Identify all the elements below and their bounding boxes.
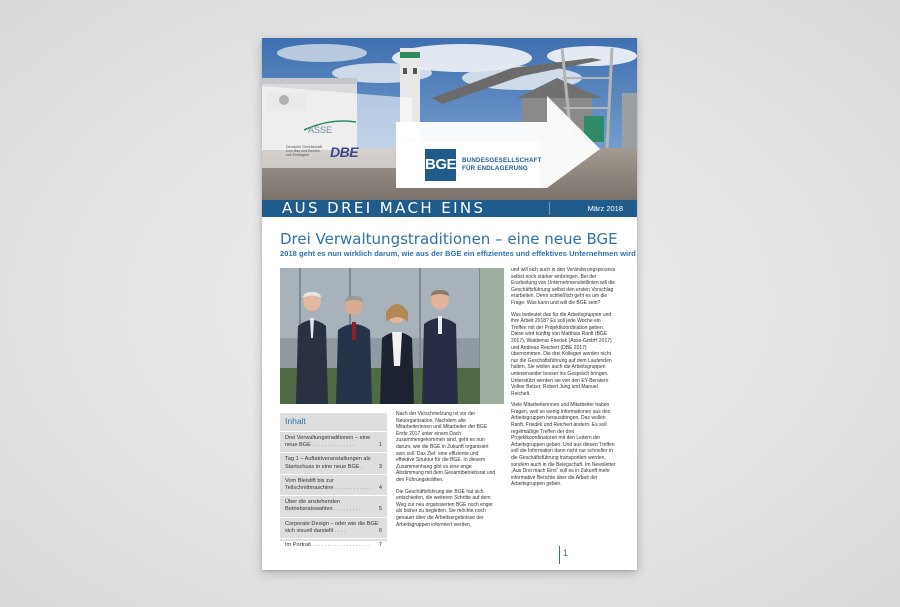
toc-item-page: 7 [378,542,382,549]
toc-item[interactable] [280,499,387,513]
article-title: Drei Verwaltungstraditionen – eine neue BGE [280,230,618,248]
toc-item-page: 6 [378,527,382,534]
toc-item-page: 1 [378,442,382,449]
hero-image [262,38,637,200]
newsletter-banner [262,200,637,217]
toc-dots: . . . . [334,527,346,534]
page-number-rule [559,546,560,564]
toc-item[interactable] [280,478,387,492]
banner-divider [549,202,550,215]
article-column-2 [511,267,617,493]
paragraph: Nach der Verschmelzung ist vor der Neuorganisation. Nachdem alle Mitarbeiterinnen und Mitarbeiter der BGE Ende 2017 unter einem Dach zusammengekommen sind, geht es nun darum, wie die BGE in Zukunft organisiert sein soll. Das Ziel: eine effiziente und effektive Struktur für die BGE. In diesem Zusammenhang gibt es eine enge Abstimmung mit dem Gesamtbetriebsrat und den Führungskräften. [396,411,496,483]
newsletter-title: AUS DREI MACH EINS [282,199,486,217]
toc-divider [280,517,387,518]
toc-divider [280,452,387,453]
toc-item-title: Vom Bleistift bis zur Teilschnittmaschine [285,477,334,492]
toc-dots: . . . . . . . . . . . . [335,485,371,492]
toc-item[interactable] [280,456,387,470]
toc-heading: Inhalt [285,416,306,426]
page-number: 1 [563,548,569,558]
toc-item[interactable] [280,542,387,549]
paragraph: Viele Mitarbeiterinnen und Mitarbeiter haben Fragen, weil so wenig Informationen aus den Arbeitsgruppen herausdringen. Das wollen Ranft, Friedek und Reichert ändern. Es soll regelmäßige Treffen der drei Projektkoordinatoren mit den Leitern der Arbeitsgruppen geben. Und aus diesen Treffen soll die Information dann nicht nur schneller in die Geschäftsführung transportiert werden, sondern auch in die Belegschaft. Im Newsletter „Aus Drei mach Eins“ soll es in Zukunft mehr informative Berichte über die Arbeit der Arbeitsgruppen geben. [511,402,616,488]
bge-logo [396,142,540,187]
paragraph: und will sich auch in den Veränderungsprozess selbst noch stärker einbringen. Bei der Erarbeitung von Unternehmensleitlinien will die Geschäftsführung selbst den ersten Vorschlag erarbeiten. Denn schließlich geht es um die Frage: Was kann und will die BGE sein? [511,267,616,306]
issue-date: März 2018 [587,204,623,213]
toc-item-title: Tag 1 – Auftaktveranstaltungen als Startschuss in eine neue BGE [285,456,371,470]
toc-item-page: 5 [378,506,382,513]
toc-item-page: 3 [378,463,382,470]
article-column-1 [396,411,498,533]
toc-dots: . . . . . . . . . . . . . . . . . . . [312,542,370,549]
asse-logo [302,116,358,136]
bge-name-line2: FÜR ENDLAGERUNG [462,164,528,172]
toc-divider [280,474,387,475]
article-subtitle: 2018 geht es nun wirklich darum, wie aus der BGE ein effizientes und effektives Unternehmen wird [280,249,636,258]
dbe-wordmark: DBE [330,144,359,160]
toc-item[interactable] [280,435,387,449]
toc-dots: . [361,463,363,470]
newsletter-page [262,38,637,570]
bge-name [462,157,542,173]
paragraph: Was bedeutet das für die Arbeitsgruppen und ihre Arbeit 2018? Es soll jede Woche ein Treffen mit der Projektkoordination geben. Diese wird künftig von Matthias Ranft (BGE 2017), Waldemar Friedek (Asse-GmbH 2017) und Andreas Reichert (DBE 2017) übernommen. Die drei Kollegen werden nicht nur die Geschäftsführung auf dem Laufenden halten. Sie wollen auch die Arbeitsgruppen untereinander besser ins Gespräch bringen. Unterstützt werden sie von den EY-Beratern Volker Belzer, Robert Jung und Manuel Reichelt. [511,311,612,397]
toc-item-title: Über die anstehenden Betriebsratswahlen [285,499,341,513]
toc-item-page: 4 [378,485,382,492]
bge-name-line1: BUNDESGESELLSCHAFT [462,156,542,164]
toc-divider [280,431,387,432]
toc-dots: . . . . . . . . . [334,506,361,513]
group-photo [280,268,504,404]
svg-text:ASSE: ASSE [308,125,333,135]
toc-item-title: Im Portrait [285,542,311,549]
dbe-logo [286,144,376,160]
paragraph: Die Geschäftsführung der BGE hat sich entschieden, die weiteren Schritte auf dem Weg zur neu organisierten BGE noch enger als bisher zu begleiten. Sie möchte noch genauer über die Arbeitsergebnisse der Arbeitsgruppen informiert werden, [396,488,493,528]
toc-dots: . . . . . . . . . . . . . . [312,442,355,449]
toc-item-title: Drei Verwaltungstraditionen – eine neue BGE [285,435,371,449]
table-of-contents [280,413,387,549]
toc-divider [280,495,387,496]
dbe-tagline: Deutsche Gesellschaft zum Bau und Betrieb von Endlagern [286,145,322,157]
toc-divider [280,538,387,539]
toc-item[interactable] [280,521,387,535]
bge-mark: BGE [425,149,456,181]
toc-item-title: Corporate Design – oder wie die BGE sich visuell darstellt [285,520,379,534]
